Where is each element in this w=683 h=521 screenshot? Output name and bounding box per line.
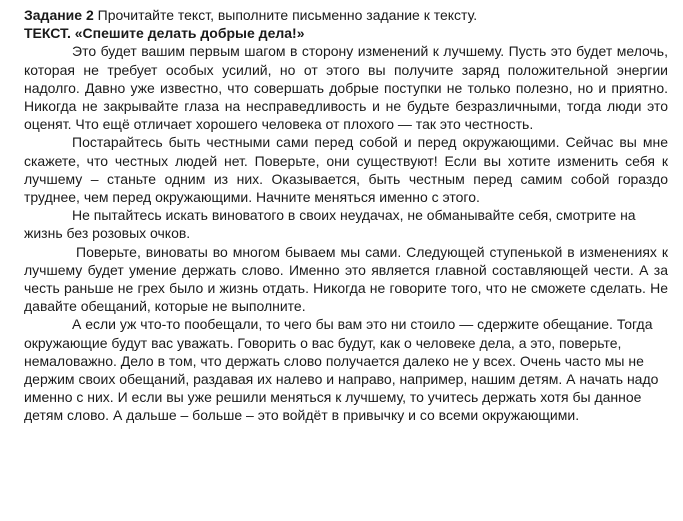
paragraph-1: Это будет вашим первым шагом в сторону изменений к лучшему. Пусть это будет мелочь, которая не требует особых усилий, но от этого вы получите заряд положительной энергии надолго. Давно уже известно, что совершать добрые поступки не только полезно, но и приятно. Никогда не закрывайте глаза на несправедливость и не будьте безразличными, тогда люди это оценят. Что ещё отличает хорошего человека от плохого — так это честность. [24,43,668,133]
task-instruction: Прочитайте текст, выполните письменно задание к тексту. [97,7,478,23]
paragraph-4: Поверьте, виноваты во многом бываем мы сами. Следующей ступенькой в изменениях к лучшему будет умение держать слово. Именно это является главной составляющей чести. А за честь раньше не грех было и жизнь отдать. Никогда не говорите того, что не сможете сделать. Не давайте обещаний, которые не выполните. [24,243,668,315]
document-page [24,6,668,425]
text-title: ТЕКСТ. «Спешите делать добрые дела!» [24,25,305,42]
task-label: Задание 2 [24,7,94,23]
paragraph-3: Не пытайтесь искать виноватого в своих неудачах, не обманывайте себя, смотрите на жизнь без розовых очков. [24,207,636,242]
paragraph-2: Постарайтесь быть честными сами перед собой и перед окружающими. Сейчас вы мне скажете, что честных людей нет. Поверьте, они существуют! Если вы хотите изменить себя к лучшему – станьте одним из них. Оказывается, быть честным перед самим собой гораздо труднее, чем перед окружающими. Начните меняться именно с этого. [24,134,668,206]
paragraph-5: А если уж что-то пообещали, то чего бы вам это ни стоило — сдержите обещание. Тогда окружающие будут вас уважать. Говорить о вас будут, как о человеке дела, а это, поверьте, немаловажно. Дело в том, что держать слово получается далеко не у всех. Очень часто мы не держим своих обещаний, раздавая их налево и направо, например, нашим детям. А начать надо именно с них. И если вы уже решили меняться к лучшему, то учитесь держать хотя бы данное детям слово. А дальше – больше – это войдёт в привычку и со всеми окружающими. [24,316,659,424]
task-heading [24,6,668,24]
